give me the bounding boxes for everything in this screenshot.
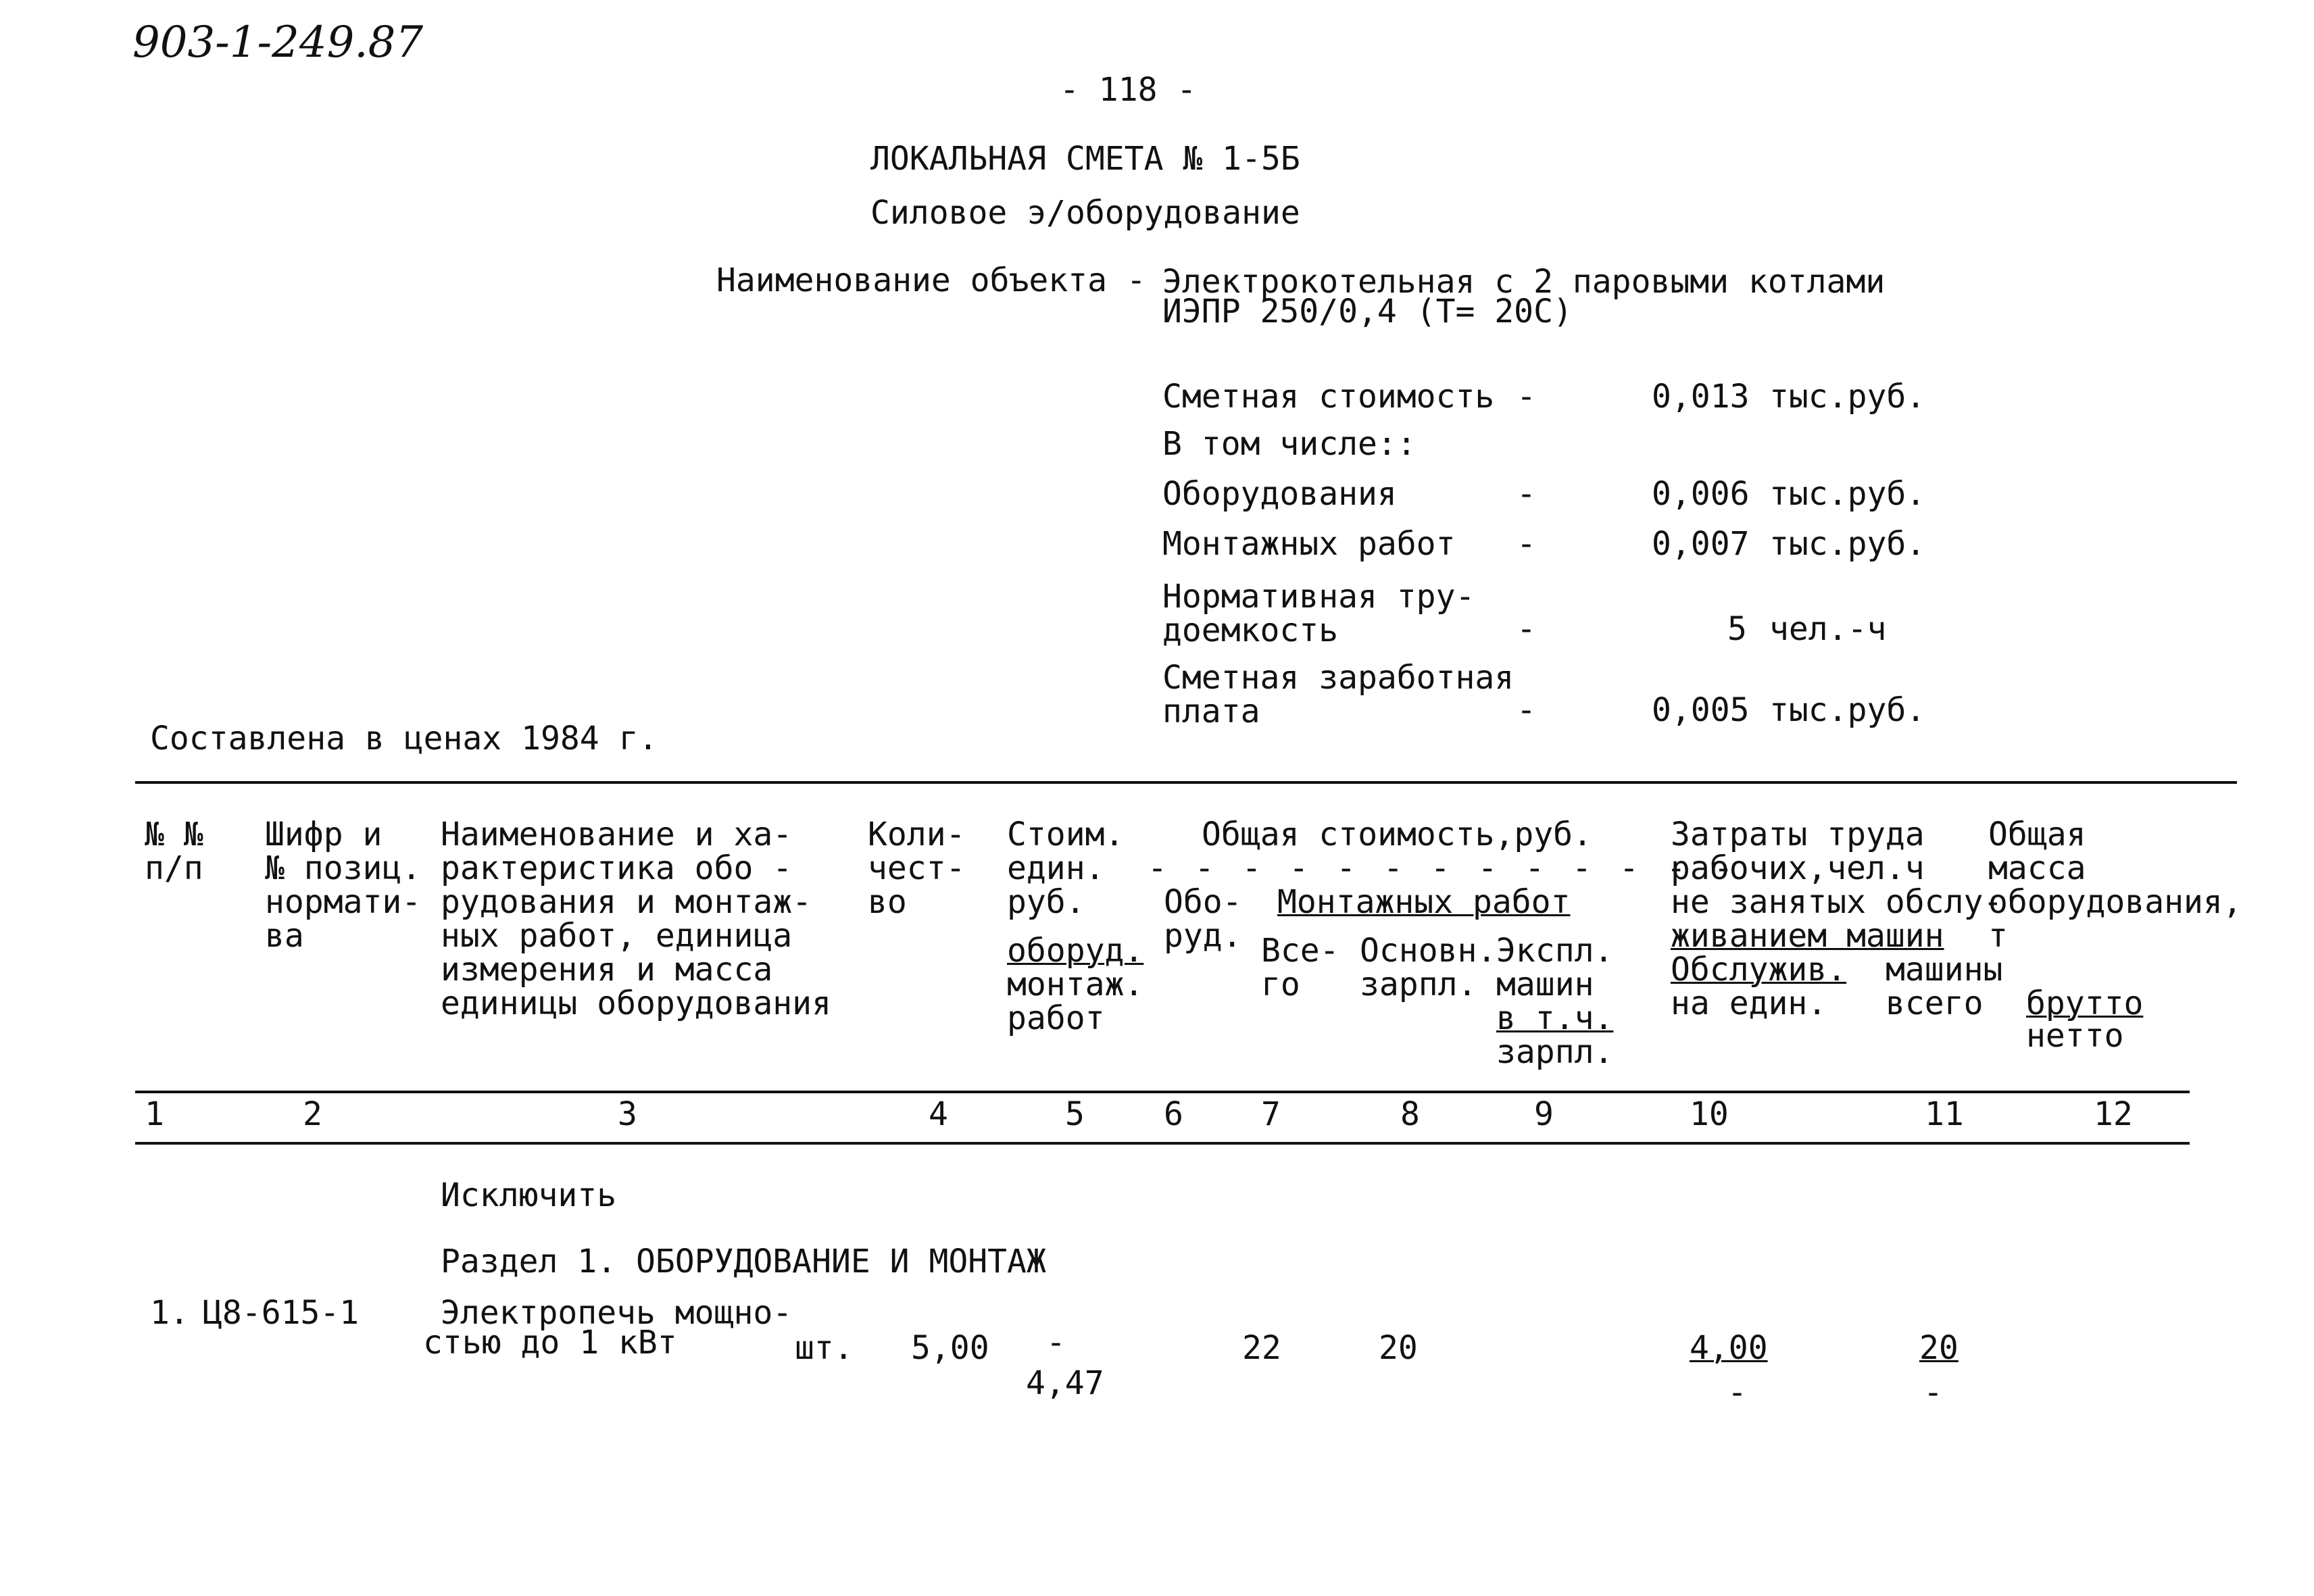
header-machines-total: машины всего (1886, 951, 2003, 1022)
header-labor-serviced: Обслужив. (1671, 951, 1847, 989)
column-number: 7 (1261, 1095, 1281, 1133)
cost-label: В том числе:: (1162, 425, 1417, 463)
cost-unit: тыс.руб. (1769, 525, 1926, 563)
row-mounting-price: 4,47 (1026, 1364, 1104, 1402)
header-machine-salary: зарпл. (1496, 1033, 1614, 1071)
cost-dash: - (1517, 378, 1536, 416)
cost-label: Оборудования (1162, 475, 1397, 513)
cost-dash: - (1517, 691, 1536, 729)
column-number: 1 (145, 1095, 164, 1133)
cost-unit: тыс.руб. (1769, 475, 1926, 513)
header-equipment: Обо- руд. (1164, 883, 1242, 955)
column-number: 9 (1534, 1095, 1554, 1133)
cost-label: Сметная стоимость (1162, 378, 1495, 416)
row-name-line1: Электропечь мощно- (441, 1294, 793, 1332)
cost-label: Монтажных работ (1162, 525, 1456, 563)
cost-value: 0,006 (1652, 475, 1750, 513)
table-top-rule (135, 781, 2237, 784)
cost-unit: чел.-ч (1769, 610, 1887, 648)
header-unit-cost-mounting: монтаж. работ (1007, 966, 1144, 1037)
header-mass: Общая масса оборудования, т (1988, 816, 2242, 955)
row-base-salary: 20 (1379, 1329, 1418, 1367)
header-unit-cost-equipment: оборуд. (1007, 932, 1144, 970)
row-unit: шт. (795, 1329, 854, 1367)
header-mounting-works: Монтажных работ (1277, 883, 1571, 921)
cost-label: Сметная заработная плата (1162, 659, 1515, 730)
row-labor-per-unit-machine: - (1727, 1374, 1747, 1412)
header-quantity: Коли- чест- во (868, 816, 966, 921)
header-row-number: № № п/п (145, 816, 203, 887)
object-name-line2: ИЭПР 250/0,4 (Т= 20С) (1162, 293, 1573, 330)
header-labor-per-unit: на един. (1671, 984, 1827, 1022)
row-labor-per-unit: 4,00 (1690, 1329, 1768, 1367)
header-machine-operation: Экспл. машин (1496, 932, 1614, 1003)
exclude-label: Исключить (441, 1176, 617, 1214)
header-machine-incl: в т.ч. (1496, 999, 1614, 1037)
header-bottom-rule (135, 1091, 2190, 1093)
header-mass-gross: брутто (2026, 984, 2144, 1022)
cost-value: 0,007 (1652, 525, 1750, 563)
column-number: 11 (1925, 1095, 1964, 1133)
header-dashed-separator: - - - - - - - - - - - - - (1148, 849, 1738, 887)
prices-note: Составлена в ценах 1984 г. (150, 720, 658, 757)
column-number: 5 (1065, 1095, 1085, 1133)
cost-unit: тыс.руб. (1769, 378, 1926, 416)
column-number: 2 (303, 1095, 322, 1133)
document-title: ЛОКАЛЬНАЯ СМЕТА № 1-5Б (870, 140, 1300, 178)
row-labor-total-machine: - (1923, 1374, 1943, 1412)
document-subtitle: Силовое э/оборудование (870, 194, 1300, 232)
column-number: 8 (1400, 1095, 1420, 1133)
row-code: Ц8-615-1 (203, 1294, 360, 1332)
row-total: 22 (1242, 1329, 1281, 1367)
header-mass-net: нетто (2026, 1017, 2124, 1055)
cost-value: 5 (1727, 610, 1747, 648)
row-number: 1. (150, 1294, 189, 1332)
page-number: - 118 - (1060, 71, 1197, 109)
section-title: Раздел 1. ОБОРУДОВАНИЕ И МОНТАЖ (441, 1243, 1046, 1280)
header-labor: Затраты труда рабочих,чел.ч не занятых обслу- (1671, 816, 2003, 921)
row-quantity: 5,00 (911, 1329, 989, 1367)
header-code: Шифр и № позиц. нормати- ва (265, 816, 422, 955)
column-number: 4 (929, 1095, 948, 1133)
column-numbers-rule (135, 1142, 2190, 1145)
header-base-salary: Основн. зарпл. (1360, 932, 1497, 1003)
cost-dash: - (1517, 525, 1536, 563)
row-name-line2: стью до 1 кВт (423, 1324, 677, 1362)
cost-dash: - (1517, 610, 1536, 648)
row-equipment-price: - (1046, 1324, 1066, 1362)
row-labor-total: 20 (1919, 1329, 1959, 1367)
document-code: 903-1-249.87 (132, 18, 424, 68)
column-number: 10 (1690, 1095, 1729, 1133)
column-number: 6 (1164, 1095, 1183, 1133)
header-labor-machines: живанием машин (1671, 917, 1944, 955)
cost-dash: - (1517, 475, 1536, 513)
cost-unit: тыс.руб. (1769, 691, 1926, 729)
header-description: Наименование и ха- рактеристика обо - рудования и монтаж- ных работ, единица измерения и масса единицы оборудования (441, 816, 831, 1022)
header-unit-cost: Стоим. един. руб. (1007, 816, 1125, 921)
header-total-cost: Общая стоимость,руб. (1202, 816, 1592, 853)
cost-value: 0,013 (1652, 378, 1750, 416)
column-number: 3 (618, 1095, 637, 1133)
object-label: Наименование объекта - (716, 261, 1146, 299)
header-total: Все- го (1261, 932, 1339, 1003)
cost-label: Нормативная тру- доемкость (1162, 578, 1475, 649)
column-number: 12 (2094, 1095, 2133, 1133)
object-name-line1: Электрокотельная с 2 паровыми котлами (1162, 263, 1886, 301)
cost-value: 0,005 (1652, 691, 1750, 729)
